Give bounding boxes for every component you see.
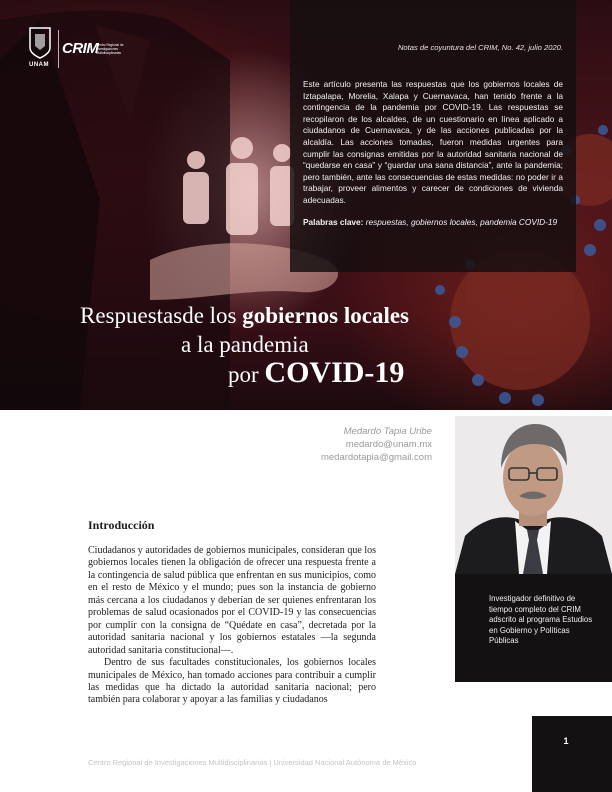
footer-institution: Centro Regional de Investigaciones Multidisciplinarias | Universidad Nacional Autónoma de México bbox=[88, 758, 417, 767]
author-email-1[interactable]: medardo@unam.mx bbox=[345, 439, 432, 450]
author-email-2[interactable]: medardotapia@gmail.com bbox=[320, 452, 432, 463]
issue-line: Notas de coyuntura del CRIM, No. 42, julio 2020. bbox=[397, 43, 563, 52]
title-part: por bbox=[228, 362, 265, 387]
paragraph: Dentro de sus facultades constitucionales, los gobiernos locales municipales de México, han tomado acciones para contribuir a cumplir las medidas que ha dictado la autoridad sanitaria nacional; pero también para colaborar y apoyar a las familias y ciudadanos bbox=[88, 657, 376, 706]
keywords-label: Palabras clave: bbox=[303, 216, 364, 227]
crim-logo: CRIM bbox=[62, 40, 99, 57]
title-part: Respuestasde los bbox=[80, 303, 243, 328]
author-photo-icon bbox=[455, 416, 612, 574]
keywords bbox=[303, 217, 563, 228]
author-bio: Investigador definitivo de tiempo completo del CRIM adscrito al programa Estudios en Gobierno y Políticas Públicas bbox=[489, 594, 593, 646]
author-name: Medardo Tapia Uribe bbox=[343, 426, 432, 437]
unam-logo-text: UNAM bbox=[29, 62, 49, 68]
section-heading: Introducción bbox=[88, 518, 155, 532]
abstract-panel bbox=[290, 0, 576, 272]
abstract-text: Este artículo presenta las respuestas que los gobiernos locales de Iztapalapa, Morelia, Xalapa y Cuernavaca, han tenido frente a la contingencia de la pandemia por COVID-19. Las respuestas se recopilaron de los alcaldes, de un cuestionario en línea aplicado a ciudadanos de Cuernavaca, y de las acciones publicadas por la alcaldía. Las acciones tomadas, fueron medidas urgentes para cumplir las consignas emitidas por la autoridad sanitaria nacional de “quedarse en casa” y “guardar una sana distancia”, ante la pandemia; pero también, ante las consecuencias de estas medidas: no poder ir a trabajar, proveer alimentos y carecer de condiciones de vivienda adecuadas. bbox=[303, 79, 563, 205]
keywords-text: respuestas, gobiernos locales, pandemia COVID-19 bbox=[365, 216, 558, 227]
article-body bbox=[88, 545, 376, 707]
page-number-tab bbox=[532, 716, 612, 792]
article-title-line-2: a la pandemia bbox=[181, 332, 309, 357]
title-emphasis: COVID-19 bbox=[264, 356, 405, 389]
author-bio-panel bbox=[455, 574, 612, 682]
title-emphasis: gobiernos locales bbox=[242, 303, 410, 328]
page-number: 1 bbox=[563, 736, 569, 746]
article-title-line-3 bbox=[228, 356, 404, 390]
paragraph: Ciudadanos y autoridades de gobiernos municipales, consideran que los gobiernos locales tienen la obligación de ofrecer una respuesta frente a la contingencia de salud pública que enfrentan en sus municipios, como en el resto de México y el mundo; pues son la instancia de gobierno más cercana a los ciudadanos y deberían de ser quienes enfrentaran los problemas de salud ocasionados por el COVID-19 y las consecuencias por cumplir con la consigna de “Quédate en casa”, decretada por la autoridad sanitaria nacional y los gobiernos estatales —la segunda autoridad sanitaria constitucional—. bbox=[88, 545, 376, 656]
article-title-line-1 bbox=[80, 303, 409, 329]
unam-shield-icon bbox=[28, 26, 52, 60]
author-block bbox=[321, 425, 432, 464]
crim-logo-subtitle: Centro Regional de Investigaciones Multidisciplinarias bbox=[96, 43, 124, 55]
author-portrait bbox=[455, 416, 612, 574]
logo-divider bbox=[58, 30, 59, 68]
